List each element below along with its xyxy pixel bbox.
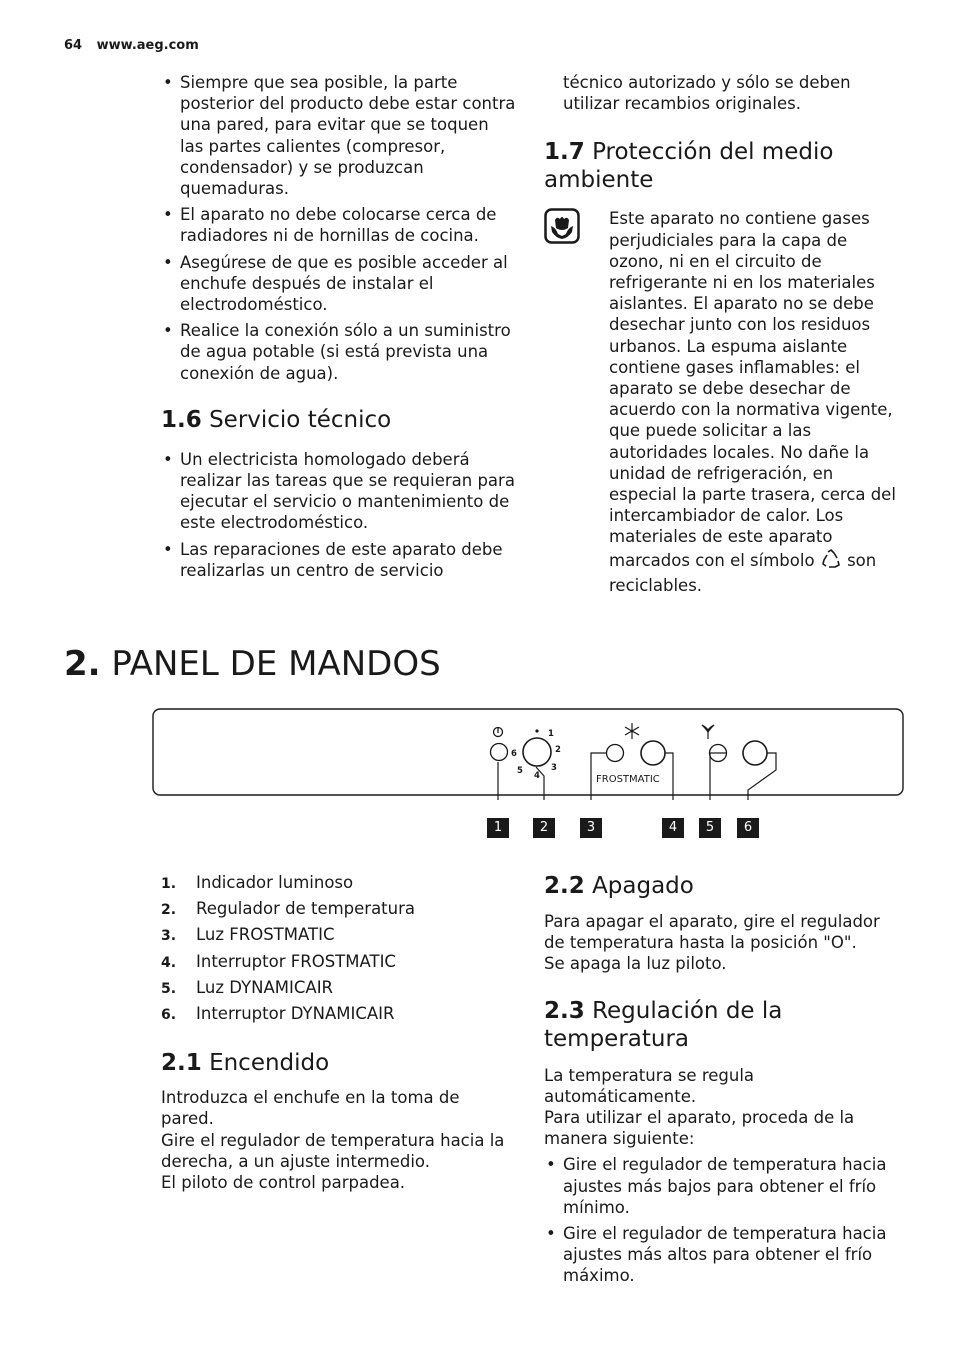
chapter-number: 2. <box>64 644 101 684</box>
legend-item <box>161 898 516 924</box>
section-title: Servicio técnico <box>209 406 392 433</box>
list-item: • Gire el regulador de temperatura hacia ajustes más bajos para obtener el frío mínimo. <box>544 1154 899 1218</box>
page-header <box>64 38 199 53</box>
panel-legend <box>161 872 516 1029</box>
legend-number: 1. <box>161 876 177 892</box>
legend-number: 4. <box>161 954 177 971</box>
callout-2: 2 <box>533 818 555 838</box>
dial-mark: 6 <box>511 749 517 759</box>
continued-paragraph: técnico autorizado y sólo se deben utilizar recambios originales. <box>563 73 851 114</box>
website-link[interactable]: www.aeg.com <box>96 38 199 53</box>
lower-right-column <box>544 872 899 1292</box>
legend-item <box>161 977 516 1003</box>
legend-item <box>161 872 516 898</box>
frostmatic-label: FROSTMATIC <box>596 774 660 785</box>
section-number: 1.7 <box>544 139 585 166</box>
environment-note <box>544 208 899 596</box>
section-title: Protección del medio ambiente <box>544 139 834 194</box>
legend-label: Indicador luminoso <box>196 873 354 892</box>
dial-mark: 4 <box>534 771 540 781</box>
dial-mark: 3 <box>551 763 557 773</box>
callout-6: 6 <box>737 818 759 838</box>
right-column <box>544 72 899 596</box>
frostmatic-switch <box>641 741 665 765</box>
section-title: Encendido <box>209 1050 330 1077</box>
legend-label: Interruptor FROSTMATIC <box>196 951 396 971</box>
list-item: • El aparato no debe colocarse cerca de radiadores ni de hornillas de cocina. <box>161 204 516 246</box>
paragraph: Introduzca el enchufe en la toma de pared. <box>161 1088 460 1129</box>
callout-4: 4 <box>662 818 684 838</box>
page-number: 64 <box>64 38 83 53</box>
section-number: 2.3 <box>544 997 585 1024</box>
dynamicair-switch <box>743 741 767 765</box>
paragraph: Para apagar el aparato, gire el regulador de temperatura hasta la posición "O". <box>544 912 880 953</box>
list-item: • Un electricista homologado deberá realizar las tareas que se requieran para ejecutar el servicio o mantenimiento de este electrodoméstico. <box>161 449 516 534</box>
environment-text-end: son reciclables. <box>609 550 877 595</box>
section-number: 2.2 <box>544 873 585 899</box>
section-2-3-heading <box>544 997 899 1053</box>
dial-mark: 2 <box>555 745 561 755</box>
regulation-bullets <box>544 1154 899 1286</box>
section-number: 2.1 <box>161 1050 202 1077</box>
section-number: 1.6 <box>161 406 202 433</box>
paragraph: Gire el regulador de temperatura hacia la derecha, a un ajuste intermedio. <box>161 1130 505 1171</box>
list-item: • Realice la conexión sólo a un suministro de agua potable (si está prevista una conexión de agua). <box>161 320 516 384</box>
temperature-dial <box>523 738 551 766</box>
list-item: • Asegúrese de que es posible acceder al enchufe después de instalar el electrodoméstico. <box>161 252 516 316</box>
section-title: Regulación de la temperatura <box>544 997 783 1052</box>
list-item: • Gire el regulador de temperatura hacia ajustes más altos para obtener el frío máximo. <box>544 1223 899 1287</box>
paragraph: Se apaga la luz piloto. <box>544 954 727 974</box>
legend-label: Regulador de temperatura <box>196 899 416 919</box>
callout-1: 1 <box>487 818 509 838</box>
recycle-icon <box>820 548 842 575</box>
section-1-6-heading <box>161 406 516 434</box>
legend-number: 5. <box>161 980 177 997</box>
chapter-heading <box>64 644 441 684</box>
callout-3: 3 <box>580 818 602 838</box>
safety-bullets <box>161 72 516 384</box>
callout-5: 5 <box>699 818 721 838</box>
chapter-title: PANEL DE MANDOS <box>111 644 441 684</box>
legend-item <box>161 924 516 950</box>
paragraph: La temperatura se regula automáticamente. <box>544 1065 755 1106</box>
list-item: • Siempre que sea posible, la parte posterior del producto debe estar contra una pared, para evitar que se toquen las partes calientes (compresor, condensador) y se produzcan quemaduras. <box>161 72 516 199</box>
environment-flower-icon <box>544 208 580 249</box>
dial-mark: 1 <box>548 729 554 739</box>
section-2-1-heading <box>161 1049 516 1077</box>
legend-item <box>161 1003 516 1029</box>
paragraph: El piloto de control parpadea. <box>161 1172 406 1192</box>
legend-number: 2. <box>161 902 177 919</box>
environment-text <box>609 208 899 596</box>
section-1-7-heading <box>544 138 899 194</box>
left-column <box>161 72 516 586</box>
paragraph: Para utilizar el aparato, proceda de la manera siguiente: <box>544 1108 855 1149</box>
legend-label: Luz DYNAMICAIR <box>196 977 334 997</box>
service-bullets <box>161 449 516 581</box>
legend-label: Luz FROSTMATIC <box>196 925 335 945</box>
section-2-2-heading <box>544 872 899 900</box>
legend-label: Interruptor DYNAMICAIR <box>196 1003 395 1023</box>
indicator-light <box>491 744 508 761</box>
environment-text-main: Este aparato no contiene gases perjudiciales para la capa de ozono, ni en el circuito de refrigerante ni en los materiales aislantes. El aparato no se debe desechar junto con los residuos urbanos. La espuma aislante contiene gases inflamables: el aparato se debe desechar de acuerdo con la normativa vigente, que puede solicitar a las autoridades locales. No dañe la unidad de refrigeración, en especial la parte trasera, cerca del intercambiador de calor. Los materiales de este aparato marcados con el símbolo <box>609 209 896 570</box>
legend-item <box>161 951 516 977</box>
legend-number: 6. <box>161 1006 177 1023</box>
control-panel-diagram <box>0 700 954 800</box>
dial-mark: 5 <box>517 766 523 776</box>
legend-number: 3. <box>161 928 177 945</box>
dial-off-dot <box>535 729 538 732</box>
lower-left-column <box>161 872 516 1193</box>
list-item: • Las reparaciones de este aparato debe realizarlas un centro de servicio <box>161 539 516 581</box>
frostmatic-light <box>607 745 624 762</box>
section-title: Apagado <box>592 873 694 899</box>
